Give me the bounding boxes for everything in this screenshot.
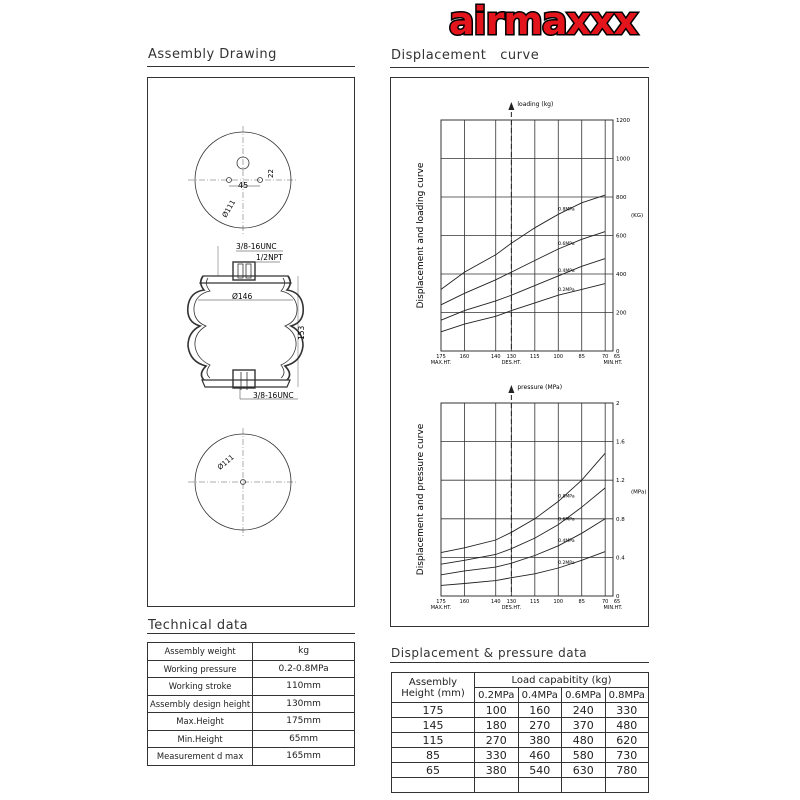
technical-title-rule [147, 633, 355, 634]
height-cell: 115 [392, 733, 475, 748]
load-cell: 480 [605, 718, 649, 733]
technical-value: 65mm [253, 730, 355, 748]
pressure-row-empty [392, 778, 649, 793]
empty-cell [392, 778, 475, 793]
pressure-row [392, 718, 649, 733]
series-label: 0.2MPa [558, 288, 575, 294]
right-unit-label: (KG) [631, 213, 644, 220]
thread-bottom-label: 3/8-16UNC [253, 391, 294, 400]
series-label: 0.4MPa [558, 268, 575, 274]
x-tick-label: 85 [578, 599, 585, 605]
x-tick-label: 140 [490, 599, 501, 605]
technical-row [148, 713, 355, 731]
height-cell: 65 [392, 763, 475, 778]
technical-data-title: Technical data [148, 618, 249, 633]
x-tick-label: 130 [506, 599, 517, 605]
load-cell: 330 [605, 703, 649, 718]
y-axis-label: Displacement and pressure curve [416, 423, 426, 576]
top-diameter-dim: Ø111 [220, 198, 238, 219]
bottom-diameter-dim: Ø111 [216, 453, 236, 472]
y-tick-label: 1.6 [616, 439, 625, 446]
series-label: 0.2MPa [558, 561, 575, 567]
height-cell: 145 [392, 718, 475, 733]
assembly-title-rule [147, 66, 355, 67]
technical-value: 130mm [253, 695, 355, 713]
series-label: 0.4MPa [558, 538, 575, 544]
top-view [188, 126, 298, 234]
load-cell: 780 [605, 763, 649, 778]
pressure-header: 0.6MPa [562, 688, 606, 703]
y-tick-label: 0.8 [616, 516, 625, 523]
series-line [441, 232, 605, 305]
series-label: 0.8MPa [558, 494, 575, 500]
technical-label: Assembly weight [148, 643, 253, 661]
series-label: 0.6MPa [558, 517, 575, 523]
technical-label: Working pressure [148, 660, 253, 678]
pressure-data-title: Displacement & pressure data [391, 646, 588, 660]
side-diameter-dim: Ø146 [232, 292, 253, 301]
y-tick-label: 1200 [616, 118, 630, 124]
technical-row [148, 748, 355, 766]
y-tick-label: 1000 [616, 156, 630, 163]
technical-value: kg [253, 643, 355, 661]
pressure-row [392, 733, 649, 748]
technical-row [148, 643, 355, 661]
technical-value: 165mm [253, 748, 355, 766]
displacement-curve-title: Displacement curve [391, 48, 540, 63]
pressure-row [392, 763, 649, 778]
x-tick-label: 100 [553, 354, 564, 360]
thread-top-label: 3/8-16UNC [236, 242, 277, 251]
technical-label: Working stroke [148, 678, 253, 696]
x-tick-label: 160 [459, 354, 470, 360]
x-tick-label: 65 [613, 354, 621, 360]
height-cell: 85 [392, 748, 475, 763]
x-tick-label: 160 [459, 599, 470, 605]
y-tick-label: 0 [616, 349, 620, 355]
plot-area [441, 403, 613, 596]
axis-arrow [508, 102, 514, 110]
load-capacity-header: Load capabitity (kg) [475, 673, 649, 688]
series-label: 0.8MPa [558, 207, 575, 213]
pressure-data-table [391, 672, 649, 793]
axis-arrow [508, 385, 514, 393]
series-line [441, 552, 605, 586]
y-tick-label: 400 [616, 272, 627, 278]
technical-row [148, 660, 355, 678]
x-mark-label: MAX.HT. [430, 605, 452, 611]
empty-cell [562, 778, 606, 793]
load-cell: 480 [562, 733, 606, 748]
load-cell: 380 [518, 733, 562, 748]
x-tick-label: 70 [601, 599, 609, 605]
series-line [441, 519, 605, 575]
x-mark-label: DES.HT. [501, 605, 522, 611]
technical-value: 175mm [253, 713, 355, 731]
assembly-drawing-frame [147, 77, 355, 607]
x-tick-label: 85 [578, 354, 585, 360]
load-cell: 330 [475, 748, 519, 763]
displacement-charts [391, 78, 648, 626]
pressure-header: 0.4MPa [518, 688, 562, 703]
empty-cell [518, 778, 562, 793]
technical-value: 110mm [253, 678, 355, 696]
series-line [441, 453, 605, 552]
technical-label: Measurement d max [148, 748, 253, 766]
x-tick-label: 175 [436, 599, 446, 605]
load-cell: 370 [562, 718, 606, 733]
chart-2 [416, 384, 646, 611]
load-cell: 620 [605, 733, 649, 748]
load-cell: 540 [518, 763, 562, 778]
y-axis-label: Displacement and loading curve [416, 162, 426, 309]
y-tick-label: 600 [616, 233, 627, 240]
technical-label: Min.Height [148, 730, 253, 748]
load-cell: 460 [518, 748, 562, 763]
x-tick-label: 65 [613, 599, 621, 605]
x-tick-label: 100 [553, 599, 564, 605]
load-cell: 240 [562, 703, 606, 718]
load-cell: 160 [518, 703, 562, 718]
technical-value: 0.2-0.8MPa [253, 660, 355, 678]
brand-logo [432, 0, 654, 44]
right-unit-label: (MPa) [631, 489, 647, 496]
curve-frame [390, 77, 649, 627]
technical-data-table [147, 642, 355, 766]
empty-cell [605, 778, 649, 793]
load-cell: 180 [475, 718, 519, 733]
y-tick-label: 2 [616, 401, 620, 407]
x-tick-label: 115 [530, 599, 540, 605]
technical-label: Assembly design height [148, 695, 253, 713]
technical-row [148, 695, 355, 713]
series-label: 0.6MPa [558, 241, 575, 247]
x-mark-label: MIN.HT. [603, 605, 623, 611]
x-tick-label: 115 [530, 354, 540, 360]
x-tick-label: 140 [490, 354, 501, 360]
curve-title-rule [390, 67, 649, 68]
top-offset-dim: 22 [267, 169, 275, 178]
x-mark-label: MIN.HT. [603, 360, 623, 366]
load-cell: 730 [605, 748, 649, 763]
y-tick-label: 1.2 [616, 478, 625, 485]
pressure-row [392, 748, 649, 763]
pressure-header: 0.2MPa [475, 688, 519, 703]
pressure-title-rule [390, 662, 649, 663]
height-cell: 175 [392, 703, 475, 718]
technical-row [148, 730, 355, 748]
load-cell: 270 [475, 733, 519, 748]
x-mark-label: MAX.HT. [430, 360, 452, 366]
load-cell: 380 [475, 763, 519, 778]
technical-label: Max.Height [148, 713, 253, 731]
port-label: 1/2NPT [256, 253, 283, 262]
top-axis-label: loading (kg) [517, 101, 554, 108]
x-tick-label: 175 [436, 354, 446, 360]
assembly-drawing [148, 78, 354, 606]
empty-cell [475, 778, 519, 793]
x-tick-label: 70 [601, 354, 609, 360]
load-cell: 270 [518, 718, 562, 733]
side-height-dim: 153 [297, 325, 306, 340]
assembly-height-header: Assembly Height (mm) [392, 673, 475, 703]
y-tick-label: 800 [616, 195, 627, 201]
load-cell: 630 [562, 763, 606, 778]
side-view [188, 242, 306, 400]
pressure-header: 0.8MPa [605, 688, 649, 703]
assembly-drawing-title: Assembly Drawing [148, 47, 277, 62]
technical-row [148, 678, 355, 696]
y-tick-label: 200 [616, 310, 627, 317]
brand-logo-text: airmaxxx [448, 0, 638, 43]
chart-1 [416, 101, 643, 366]
top-axis-label: pressure (MPa) [517, 384, 563, 391]
top-bolt-dim: 45 [238, 181, 249, 190]
y-tick-label: 0.4 [616, 555, 625, 562]
series-line [441, 195, 605, 289]
bottom-view [188, 428, 298, 536]
pressure-row [392, 703, 649, 718]
load-cell: 580 [562, 748, 606, 763]
x-mark-label: DES.HT. [501, 360, 522, 366]
x-tick-label: 130 [506, 354, 517, 360]
load-cell: 100 [475, 703, 519, 718]
y-tick-label: 0 [616, 594, 620, 600]
